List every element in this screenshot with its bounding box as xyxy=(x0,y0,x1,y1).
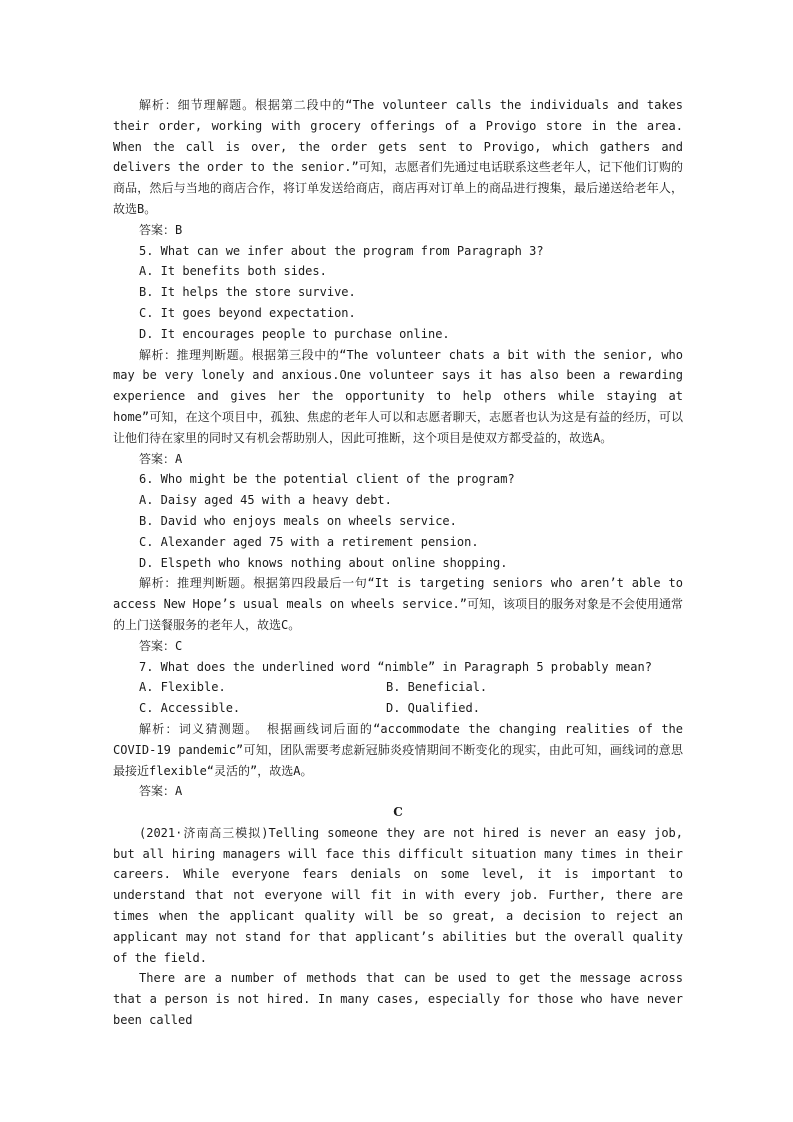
q5-option-b: B. It helps the store survive. xyxy=(139,285,356,300)
q6-option-d: D. Elspeth who knows nothing about online shopping. xyxy=(139,555,508,570)
q7-option-c: C. Accessible. xyxy=(139,701,241,716)
q7-answer: 答案：A xyxy=(139,784,183,799)
q7-option-d: D. Qualified. xyxy=(386,701,480,716)
q7-question: 7. What does the underlined word “nimble” in Paragraph 5 probably mean? xyxy=(139,659,652,674)
q6-question: 6. Who might be the potential client of the program? xyxy=(139,472,515,487)
section-heading: C xyxy=(393,805,403,820)
q5-option-c: C. It goes beyond expectation. xyxy=(139,305,356,320)
q7-analysis: 解析：词义猜测题。 根据画线词后面的“accommodate the changing realities of the COVID-19 pandemic”可知，团队需要考虑新冠肺炎疫情期间不断变化的现实，由此可知，画线词的意思最接近flexible“灵活的”，故选A。 xyxy=(113,721,683,778)
q4-analysis: 解析：细节理解题。根据第二段中的“The volunteer calls the individuals and takes their order, working with grocery offerings of a Provigo store in the area. When the call is over, the order gets sent to Provigo, which gathers and delivers the order to the senior.”可知，志愿者们先通过电话联系这些老年人，记下他们订购的商品，然后与当地的商店合作，将订单发送给商店，商店再对订单上的商品进行搜集，最后递送给老年人，故选B。 xyxy=(113,98,683,216)
q5-answer: 答案：A xyxy=(139,451,183,466)
passage-paragraph-1: (2021·济南高三模拟)Telling someone they are not hired is never an easy job, but all hiring managers will face this difficult situation many times in their careers. While everyone fears denials on some level, it is important to understand that not everyone will fit in with every job. Further, there are times when the applicant quality will be so great, a decision to reject an applicant may not stand for that applicant’s abilities but the overall quality of the field. xyxy=(113,825,683,965)
q7-option-b: B. Beneficial. xyxy=(386,680,488,695)
document-page xyxy=(113,95,683,1031)
q6-option-b: B. David who enjoys meals on wheels service. xyxy=(139,513,457,528)
q6-option-c: C. Alexander aged 75 with a retirement pension. xyxy=(139,534,479,549)
q6-option-a: A. Daisy aged 45 with a heavy debt. xyxy=(139,493,392,508)
q5-question: 5. What can we infer about the program from Paragraph 3? xyxy=(139,243,544,258)
q7-option-a: A. Flexible. xyxy=(139,680,226,695)
q6-analysis: 解析：推理判断题。根据第四段最后一句“It is targeting seniors who aren’t able to access New Hope’s usual meals on wheels service.”可知，该项目的服务对象是不会使用通常的上门送餐服务的老年人，故选C。 xyxy=(113,576,684,632)
q7-options-row-2 xyxy=(113,698,683,719)
passage-paragraph-2: There are a number of methods that can be used to get the message across that a person is not hired. In many cases, especially for those who have never been called xyxy=(113,971,683,1028)
q5-option-a: A. It benefits both sides. xyxy=(139,264,327,279)
q5-option-d: D. It encourages people to purchase online. xyxy=(139,326,450,341)
q7-options-row-1 xyxy=(113,677,683,698)
q4-answer: 答案：B xyxy=(139,222,183,237)
q5-analysis: 解析：推理判断题。根据第三段中的“The volunteer chats a bit with the senior, who may be very lonely and anxious.One volunteer says it has also been a rewarding experience and gives her the opportunity to help others while staying at home”可知，在这个项目中，孤独、焦虑的老年人可以和志愿者聊天，志愿者也认为这是有益的经历，可以让他们待在家里的同时又有机会帮助别人，因此可推断，这个项目是使双方都受益的，故选A。 xyxy=(113,347,683,445)
q6-answer: 答案：C xyxy=(139,638,183,653)
